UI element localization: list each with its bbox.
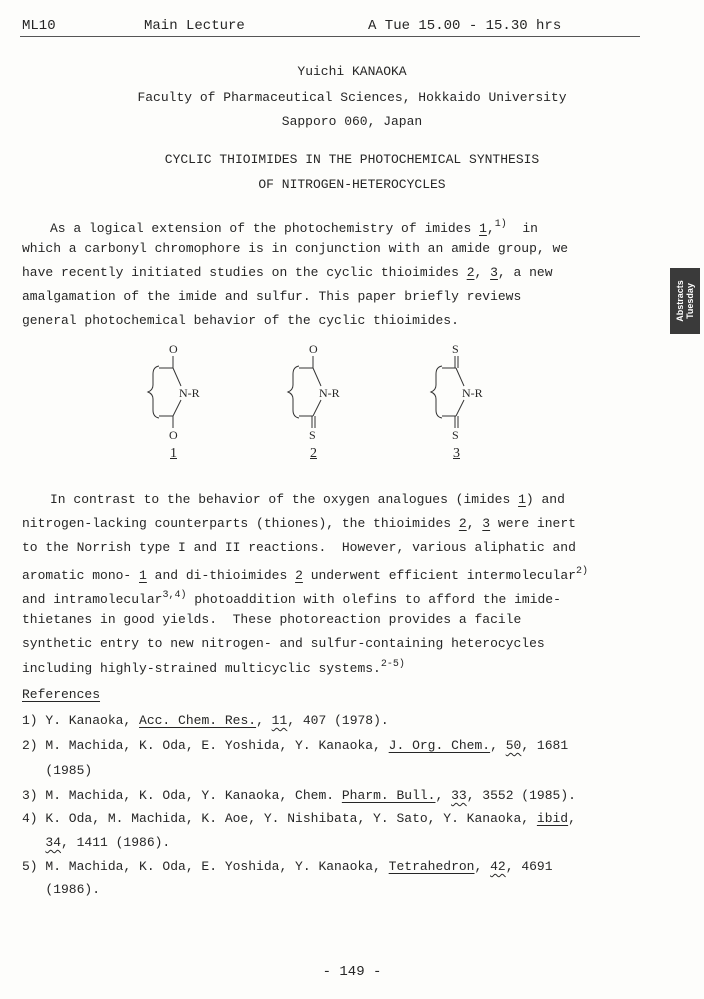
text-segment: , 1411 (1986). bbox=[61, 835, 171, 850]
compound-number: 2 bbox=[310, 446, 317, 461]
text-segment: , bbox=[256, 713, 272, 728]
text-segment: which a carbonyl chromophore is in conjunction with an amide group, we bbox=[22, 241, 569, 256]
text-segment: , bbox=[474, 859, 491, 874]
text-segment: aromatic mono- bbox=[22, 568, 140, 583]
text-segment: (1985) bbox=[22, 763, 93, 778]
top-atom: O bbox=[309, 342, 318, 356]
running-header bbox=[20, 18, 640, 37]
volume-number: 50 bbox=[505, 738, 522, 753]
text-segment: , 407 (1978). bbox=[287, 713, 389, 728]
paragraph-line bbox=[22, 516, 576, 532]
bottom-atom: S bbox=[452, 428, 459, 442]
page-number: - 149 - bbox=[322, 964, 382, 980]
reference-line bbox=[22, 811, 576, 827]
paragraph-line bbox=[22, 612, 521, 628]
bottom-atom: O bbox=[169, 428, 178, 442]
text-segment: thietanes in good yields. These photoreaction provides a facile bbox=[22, 612, 522, 627]
text-segment: and intramolecular bbox=[22, 592, 163, 607]
reference-line bbox=[22, 882, 100, 898]
text-segment: in bbox=[506, 221, 538, 236]
paragraph-line bbox=[22, 241, 568, 257]
bottom-atom: S bbox=[309, 428, 316, 442]
underlined-text: 2 bbox=[458, 516, 467, 531]
reference-line bbox=[22, 713, 389, 729]
text-segment: 5) M. Machida, K. Oda, E. Yoshida, Y. Kanaoka, bbox=[22, 859, 389, 874]
tab-label-abstracts: Abstracts bbox=[675, 280, 686, 322]
text-segment: As a logical extension of the photochemistry of imides bbox=[50, 221, 480, 236]
text-segment: , 4691 bbox=[505, 859, 553, 874]
text-segment: , 1681 bbox=[521, 738, 569, 753]
underlined-text: J. Org. Chem. bbox=[388, 738, 491, 753]
session-type: Main Lecture bbox=[144, 18, 245, 34]
citation-superscript: 2-5) bbox=[380, 659, 405, 670]
paragraph-line bbox=[22, 657, 405, 677]
compound-number: 1 bbox=[170, 446, 177, 461]
paragraph-line bbox=[50, 492, 565, 508]
text-segment: including highly-strained multicyclic systems. bbox=[22, 661, 381, 676]
volume-number: 34 bbox=[45, 835, 62, 850]
compound-number: 3 bbox=[453, 446, 460, 461]
text-segment: general photochemical behavior of the cyclic thioimides. bbox=[22, 313, 459, 328]
text-segment: to the Norrish type I and II reactions. However, various aliphatic and bbox=[22, 540, 576, 555]
text-segment: 2) M. Machida, K. Oda, E. Yoshida, Y. Kanaoka, bbox=[22, 738, 389, 753]
text-segment: were inert bbox=[490, 516, 576, 531]
structure-2 bbox=[285, 342, 395, 468]
reference-line bbox=[22, 738, 568, 754]
reference-line bbox=[22, 835, 170, 851]
reference-line bbox=[22, 859, 553, 875]
text-segment bbox=[22, 835, 45, 850]
underlined-text: Pharm. Bull. bbox=[341, 788, 436, 803]
underlined-text: 2 bbox=[295, 568, 303, 583]
volume-number: 33 bbox=[451, 788, 467, 803]
underlined-text: 2 bbox=[466, 265, 475, 280]
structure-1 bbox=[145, 342, 255, 468]
paragraph-line bbox=[22, 540, 576, 556]
volume-number: 11 bbox=[271, 713, 288, 728]
title-line-2: OF NITROGEN-HETEROCYCLES bbox=[258, 177, 446, 192]
affiliation: Faculty of Pharmaceutical Sciences, Hokkaido University bbox=[137, 90, 567, 105]
reference-line bbox=[22, 763, 92, 779]
structure-3 bbox=[428, 342, 538, 468]
author: Yuichi KANAOKA bbox=[297, 64, 407, 79]
n-substituent: N-R bbox=[179, 386, 200, 400]
n-substituent: N-R bbox=[319, 386, 340, 400]
references-heading: References bbox=[22, 687, 101, 702]
text-segment: , bbox=[490, 738, 506, 753]
paragraph-line bbox=[22, 636, 545, 652]
session-time: A Tue 15.00 - 15.30 hrs bbox=[368, 18, 562, 34]
section-tab bbox=[670, 268, 700, 334]
underlined-text: 1 bbox=[139, 568, 147, 583]
text-segment: , 3552 (1985). bbox=[466, 788, 576, 803]
text-segment: amalgamation of the imide and sulfur. This paper briefly reviews bbox=[22, 289, 522, 304]
text-segment: , bbox=[435, 788, 452, 803]
title-line-1: CYCLIC THIOIMIDES IN THE PHOTOCHEMICAL SYNTHESIS bbox=[164, 152, 540, 167]
volume-number: 42 bbox=[490, 859, 506, 874]
underlined-text: 1 bbox=[479, 221, 487, 236]
citation-superscript: 3,4) bbox=[162, 590, 187, 601]
text-segment: 1) Y. Kanaoka, bbox=[22, 713, 140, 728]
underlined-text: ibid bbox=[536, 811, 569, 826]
text-segment: have recently initiated studies on the cyclic thioimides bbox=[22, 265, 467, 280]
text-segment: , bbox=[486, 221, 495, 236]
text-segment: , bbox=[474, 265, 491, 280]
underlined-text: Tetrahedron bbox=[388, 859, 475, 874]
text-segment: synthetic entry to new nitrogen- and sulfur-containing heterocycles bbox=[22, 636, 545, 651]
underlined-text: 3 bbox=[490, 265, 498, 280]
underlined-text: Acc. Chem. Res. bbox=[139, 713, 257, 728]
lecture-code: ML10 bbox=[22, 18, 56, 34]
text-segment: , bbox=[568, 811, 576, 826]
paragraph-line bbox=[22, 588, 561, 608]
paragraph-line bbox=[50, 217, 538, 237]
tab-label-tuesday: Tuesday bbox=[685, 283, 696, 319]
paragraph-line bbox=[22, 289, 521, 305]
citation-superscript: 1) bbox=[494, 219, 507, 230]
text-segment: (1986). bbox=[22, 882, 101, 897]
text-segment: nitrogen-lacking counterparts (thiones), the thioimides bbox=[22, 516, 459, 531]
paragraph-line bbox=[22, 564, 588, 584]
text-segment: , bbox=[466, 516, 483, 531]
n-substituent: N-R bbox=[462, 386, 483, 400]
text-segment: underwent efficient intermolecular bbox=[302, 568, 576, 583]
text-segment: photoaddition with olefins to afford the imide- bbox=[186, 592, 561, 607]
text-segment: 3) M. Machida, K. Oda, Y. Kanaoka, Chem. bbox=[22, 788, 342, 803]
citation-superscript: 2) bbox=[575, 566, 588, 577]
paragraph-line bbox=[22, 313, 459, 329]
top-atom: O bbox=[169, 342, 178, 356]
underlined-text: 1 bbox=[518, 492, 526, 507]
paragraph-line bbox=[22, 265, 553, 281]
text-segment: ) and bbox=[525, 492, 565, 507]
text-segment: 4) K. Oda, M. Machida, K. Aoe, Y. Nishibata, Y. Sato, Y. Kanaoka, bbox=[22, 811, 537, 826]
text-segment: In contrast to the behavior of the oxygen analogues (imides bbox=[50, 492, 519, 507]
address: Sapporo 060, Japan bbox=[281, 114, 423, 129]
reference-line bbox=[22, 788, 576, 804]
text-segment: , a new bbox=[497, 265, 553, 280]
text-segment: and di-thioimides bbox=[146, 568, 296, 583]
top-atom: S bbox=[452, 342, 459, 356]
underlined-text: 3 bbox=[482, 516, 491, 531]
